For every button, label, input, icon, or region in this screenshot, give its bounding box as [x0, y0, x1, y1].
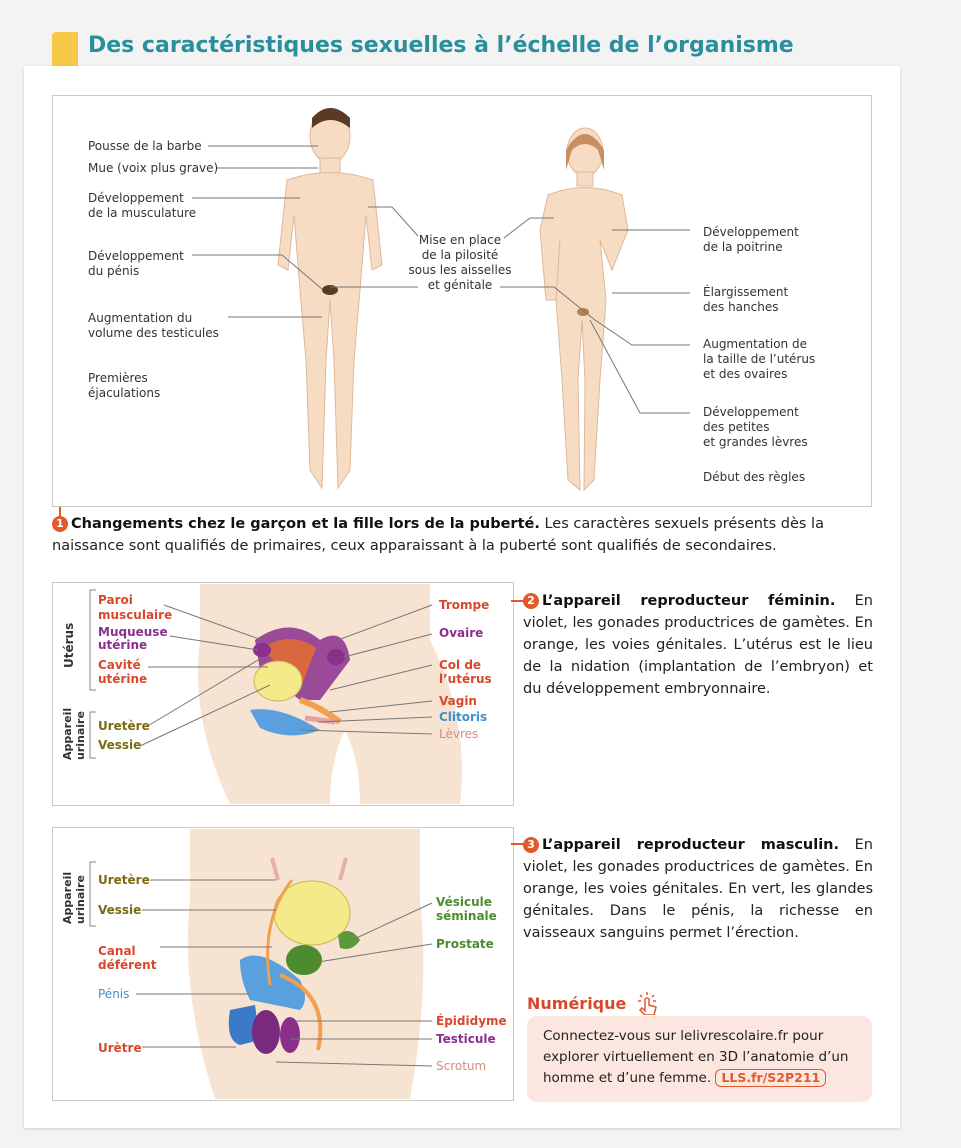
caption-2-number: 2 [523, 593, 539, 609]
label-beard: Pousse de la barbe [88, 139, 202, 153]
label-penis: Pénis [98, 987, 130, 1001]
label-labia: Développement des petites et grandes lèvres [703, 405, 808, 449]
label-muscles: Développement de la musculature [88, 191, 197, 220]
numerique-body: Connectez-vous sur lelivrescolaire.fr pour explorer virtuellement en 3D l’anatomie d’un homme et d’une femme. [543, 1028, 849, 1086]
numerique-text [543, 1026, 863, 1089]
caption-3 [523, 834, 873, 944]
label-uretre: Urètre [98, 1041, 142, 1055]
label-pilosity: Mise en place de la pilosité sous les aisselles et génitale [408, 233, 512, 292]
caption-2-title: L’appareil reproducteur féminin. [542, 593, 836, 609]
label-scrotum: Scrotum [436, 1059, 487, 1073]
label-breast: Développement de la poitrine [703, 225, 799, 254]
label-uretere-f: Uretère [98, 719, 150, 733]
label-uterus-size: Augmentation de la taille de l’utérus et des ovaires [703, 337, 816, 381]
label-vesicule: Vésicule séminale [436, 895, 497, 923]
numerique-link[interactable]: LLS.fr/S2P211 [715, 1069, 826, 1087]
group-uterus: Utérus [62, 622, 76, 668]
page-title: Des caractéristiques sexuelles à l’échelle de l’organisme [88, 33, 794, 58]
pointer-click-icon [632, 991, 660, 1015]
label-ovaire: Ovaire [439, 626, 484, 640]
caption-2-text: En violet, les gonades productrices de gamètes. En orange, les voies génitales. L’utérus est le lieu de la nidation (implantation de l’embryon) et du développement embryonnaire. [523, 593, 874, 697]
label-periods: Début des règles [703, 470, 806, 484]
caption-3-text: En violet, les gonades productrices de gamètes. En orange, les voies génitales. En vert, les glandes génitales. Dans le pénis, la richesse en vaisseaux sanguins permet l’érection. [523, 837, 873, 941]
label-hips: Élargissement des hanches [703, 285, 789, 314]
caption-1-text: Les caractères sexuels présents dès la naissance sont qualifiés de primaires, ceux apparaissant à la puberté sont qualifiés de secondaires. [52, 516, 824, 554]
label-clitoris: Clitoris [439, 710, 488, 724]
numerique-title-text: Numérique [527, 994, 627, 1013]
numerique-title [527, 991, 660, 1015]
label-canal: Canal déférent [98, 944, 157, 972]
label-testicles: Augmentation du volume des testicules [88, 311, 219, 340]
label-cavite: Cavité utérine [98, 658, 148, 686]
caption-3-number: 3 [523, 837, 539, 853]
group-urinary-f: Appareil urinaire [61, 707, 87, 760]
label-vagin: Vagin [439, 694, 477, 708]
label-paroi: Paroi musculaire [98, 593, 173, 622]
label-muqueuse: Muqueuse utérine [98, 625, 168, 652]
label-uretere-m: Uretère [98, 873, 150, 887]
label-voice: Mue (voix plus grave) [88, 161, 219, 175]
label-vessie-m: Vessie [98, 903, 142, 917]
label-vessie-f: Vessie [98, 738, 142, 752]
group-urinary-m: Appareil urinaire [61, 871, 87, 924]
caption-1-title: Changements chez le garçon et la fille lors de la puberté. [71, 516, 540, 532]
label-prostate: Prostate [436, 937, 494, 951]
label-testicule: Testicule [436, 1032, 496, 1046]
label-penis-dev: Développement du pénis [88, 249, 184, 278]
label-levres: Lèvres [439, 727, 479, 741]
label-epididyme: Épididyme [436, 1014, 507, 1028]
label-trompe: Trompe [439, 598, 490, 612]
label-ejaculations: Premières éjaculations [88, 371, 161, 400]
label-col: Col de l’utérus [439, 658, 492, 686]
caption-1-number: 1 [52, 516, 68, 532]
caption-3-title: L’appareil reproducteur masculin. [542, 837, 840, 853]
